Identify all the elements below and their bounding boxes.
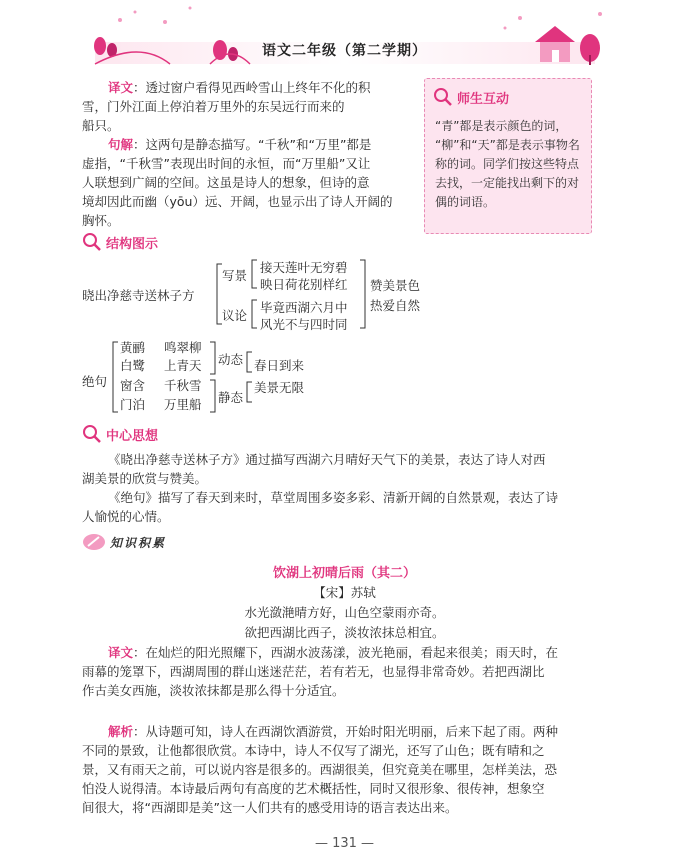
poem1-result: 热爱自然 [370,298,421,313]
k-analysis-line: 不同的景致，让他都很欣赏。本诗中，诗人不仅写了湖光，还写了山色；既有晴和之 [82,743,545,758]
k-translation-line: 作古美女西施，淡妆浓抹都是那么得十分适宜。 [82,683,345,698]
structure-diagram-1 [82,258,502,333]
poem1-name: 晓出净慈寺送林子方 [82,288,195,303]
poem1-branch-2: 议论 [222,308,248,323]
analysis-line: 境却因此而幽（yōu）远、开阔，也显示出了诗人开阔的 [82,194,393,209]
poem2-name: 绝句 [82,374,108,389]
poem-line: 水光潋滟晴方好，山色空蒙雨亦奇。 [244,605,445,620]
page-header-title: 语文二年级（第二学期） [262,43,427,59]
central-idea-header [82,424,158,444]
poem2-left-word: 窗含 [120,378,146,393]
knowledge-title: 知识积累 [110,535,167,550]
poem2-left-word: 白鹭 [120,358,146,373]
structure-title: 结构图示 [106,236,159,252]
sidebar-line: 去找，一定能找出剩下的对 [435,176,580,190]
analysis-line: 人联想到广阔的空间。这虽是诗人的想象，但诗的意 [82,175,370,190]
analysis-line: 虚指，“千秋雪”表现出时间的永恒，而“万里船”又让 [82,156,371,171]
poem-title: 饮湖上初晴后雨（其二） [272,566,416,581]
k-analysis-line: 怕没人说得清。本诗最后两句有高度的艺术概括性，同时又很形象、很传神，想象空 [82,781,545,796]
k-translation-line: 雨幕的笼罩下，西湖周围的群山迷迷茫茫，若有若无，也显得非常奇妙。若把西湖比 [82,664,545,679]
analysis-block [82,135,422,230]
header [0,0,689,70]
poem2-result: 春日到来 [254,358,305,373]
poem1-line: 风光不与四时同 [260,317,348,332]
poem2-branch: 静态 [218,390,244,405]
sidebar-line: 称的词。同学们按这些特点 [435,157,580,171]
poem1-line: 接天莲叶无穷碧 [260,260,348,275]
analysis-line: 胸怀。 [82,213,120,228]
poem2-right-word: 千秋雪 [164,378,202,393]
k-analysis-line [82,722,612,741]
poem2-branch: 动态 [218,352,244,367]
analysis-line [82,135,422,154]
sidebar-title: 师生互动 [457,91,510,107]
poem2-right-word: 万里船 [164,397,202,412]
poem2-left-word: 黄鹂 [120,340,146,355]
k-analysis-label: 解析 [108,724,134,739]
k-translation-text: ：在灿烂的阳光照耀下，西湖水波荡漾，波光艳丽，看起来很美；雨天时，在 [133,645,559,660]
sidebar-line: “柳”和“天”都是表示事物名 [435,138,580,152]
k-analysis-line: 间很大，将“西湖即是美”这一人们共有的感受用诗的语言表达出来。 [82,800,458,815]
poem-line: 欲把西湖比西子，淡妆浓抹总相宜。 [244,625,445,640]
sidebar-text [435,117,585,212]
structure-header [82,232,158,252]
central-idea-text [82,450,612,526]
sidebar-header [433,87,509,107]
poem-author: 【宋】苏轼 [313,585,376,600]
k-analysis-line: 景，又有雨天之前，可以说内容是很多的。西湖很美，但究竟美在哪里，怎样美法，恐 [82,762,558,777]
magnifier-icon [82,424,102,444]
central-line: 《绝句》描写了春天到来时，草堂周围多姿多彩、清新开阔的自然景观，表达了诗 [108,490,559,505]
analysis-text: ：这两句是静态描写。“千秋”和“万里”都是 [133,137,372,152]
k-analysis-text: ：从诗题可知，诗人在西湖饮酒游赏，开始时阳光明丽，后来下起了雨。两种 [133,724,559,739]
analysis-label: 句解 [108,137,134,152]
magnifier-icon [82,232,102,252]
translation-text: ：透过窗户看得见西岭雪山上终年不化的积 [133,80,371,95]
poem2-result: 美景无限 [254,380,305,395]
central-line: 《晓出净慈寺送林子方》通过描写西湖六月晴好天气下的美景，表达了诗人对西 [108,452,546,467]
poem2-right-word: 上青天 [164,358,202,373]
translation-line: 雪，门外江面上停泊着万里外的东吴远行而来的 [82,99,345,114]
poem1-result: 赞美景色 [370,278,421,293]
poem1-line: 毕竟西湖六月中 [260,300,348,315]
translation-block [82,78,422,135]
central-line: 湖美景的欣赏与赞美。 [82,471,208,486]
poem1-branch-1: 写景 [222,268,248,283]
k-translation-label: 译文 [108,645,134,660]
knowledge-header [82,532,166,552]
pencil-icon [82,532,106,552]
poem1-line: 映日荷花别样红 [260,277,348,292]
sidebar-line: 偶的词语。 [435,195,496,209]
central-idea-title: 中心思想 [106,428,159,444]
translation-line [82,78,422,97]
structure-diagram-2 [82,338,502,418]
sidebar-line: “青”都是表示颜色的词， [435,119,568,133]
knowledge-translation [82,643,612,700]
poem2-right-word: 鸣翠柳 [164,340,202,355]
translation-line: 船只。 [82,118,120,133]
knowledge-analysis [82,722,612,817]
poem2-left-word: 门泊 [120,397,146,412]
central-line: 人愉悦的心情。 [82,509,170,524]
sidebar-box [424,78,592,234]
magnifier-icon [433,87,453,107]
translation-label: 译文 [108,80,134,95]
page-number: — 131 — [314,836,375,851]
k-translation-line [82,643,612,662]
